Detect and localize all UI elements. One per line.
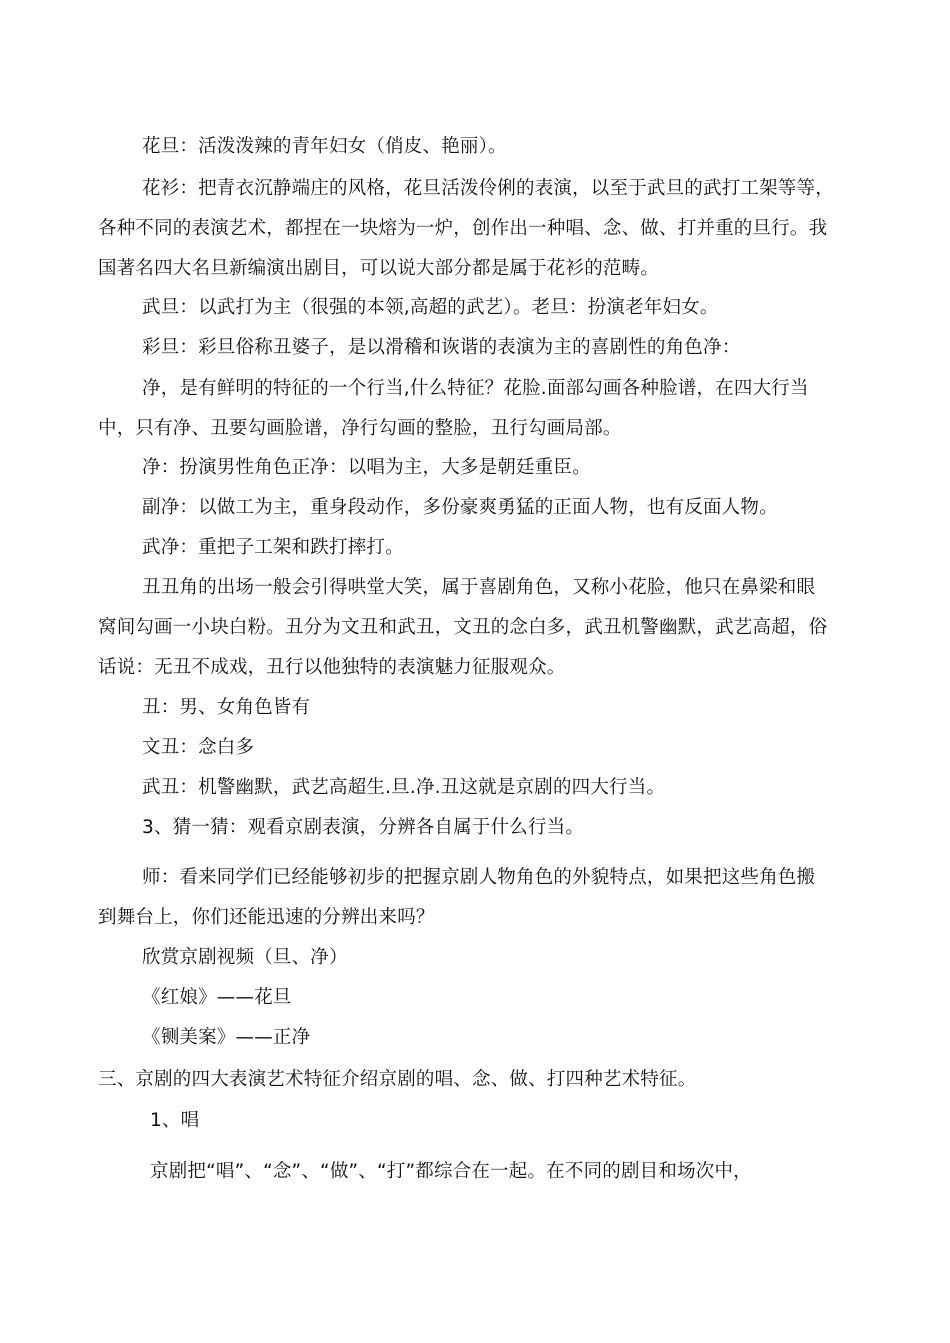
text-line: 三、京剧的四大表演艺术特征介绍京剧的唱、念、做、打四种艺术特征。 <box>98 1069 697 1090</box>
text-line: 到舞台上，你们还能迅速的分辨出来吗？ <box>98 907 435 928</box>
text-line: 副净：以做工为主，重身段动作，多份豪爽勇猛的正面人物，也有反面人物。 <box>142 497 778 518</box>
text-line: 净：扮演男性角色正净：以唱为主，大多是朝廷重臣。 <box>142 457 591 478</box>
text-line: 欣赏京剧视频（旦、净） <box>142 947 348 968</box>
text-line: 武旦：以武打为主（很强的本领,高超的武艺）。老旦：扮演老年妇女。 <box>142 297 719 318</box>
text-line: 中，只有净、丑要勾画脸谱，净行勾画的整脸，丑行勾画局部。 <box>98 418 622 439</box>
text-line: 国著名四大名旦新编演出剧目，可以说大部分都是属于花衫的范畴。 <box>98 258 660 279</box>
text-line: 话说：无丑不成戏，丑行以他独特的表演魅力征服观众。 <box>98 657 566 678</box>
text-line: 彩旦：彩旦俗称丑婆子，是以滑稽和诙谐的表演为主的喜剧性的角色净： <box>142 337 741 358</box>
text-line: 各种不同的表演艺术，都捏在一块熔为一炉，创作出一种唱、念、做、打并重的旦行。我 <box>98 218 828 239</box>
text-line: 3、猜一猜：观看京剧表演，分辨各自属于什么行当。 <box>142 817 585 838</box>
text-line: 1、唱 <box>150 1110 200 1131</box>
text-line: 净，是有鲜明的特征的一个行当,什么特征？花脸.面部勾画各种脸谱，在四大行当 <box>142 378 809 399</box>
text-line: 花旦：活泼泼辣的青年妇女（俏皮、艳丽）。 <box>142 136 507 157</box>
text-line: 武丑：机警幽默，武艺高超生.旦.净.丑这就是京剧的四大行当。 <box>142 777 666 798</box>
text-line: 花衫：把青衣沉静端庄的风格，花旦活泼伶俐的表演，以至于武旦的武打工架等等， <box>142 178 834 199</box>
text-line: 《红娘》——花旦 <box>142 987 292 1008</box>
text-line: 窝间勾画一小块白粉。丑分为文丑和武丑，文丑的念白多，武丑机警幽默，武艺高超，俗 <box>98 617 828 638</box>
text-line: 京剧把“唱”、“念”、“做”、“打”都综合在一起。在不同的剧目和场次中， <box>150 1161 752 1182</box>
text-line: 师：看来同学们已经能够初步的把握京剧人物角色的外貌特点，如果把这些角色搬 <box>142 867 816 888</box>
text-line: 《铡美案》——正净 <box>142 1027 311 1048</box>
text-line: 武净：重把子工架和跌打摔打。 <box>142 537 404 558</box>
text-line: 文丑：念白多 <box>142 737 255 758</box>
text-line: 丑丑角的出场一般会引得哄堂大笑，属于喜剧角色，又称小花脸，他只在鼻梁和眼 <box>142 577 816 598</box>
text-line: 丑：男、女角色皆有 <box>142 697 311 718</box>
